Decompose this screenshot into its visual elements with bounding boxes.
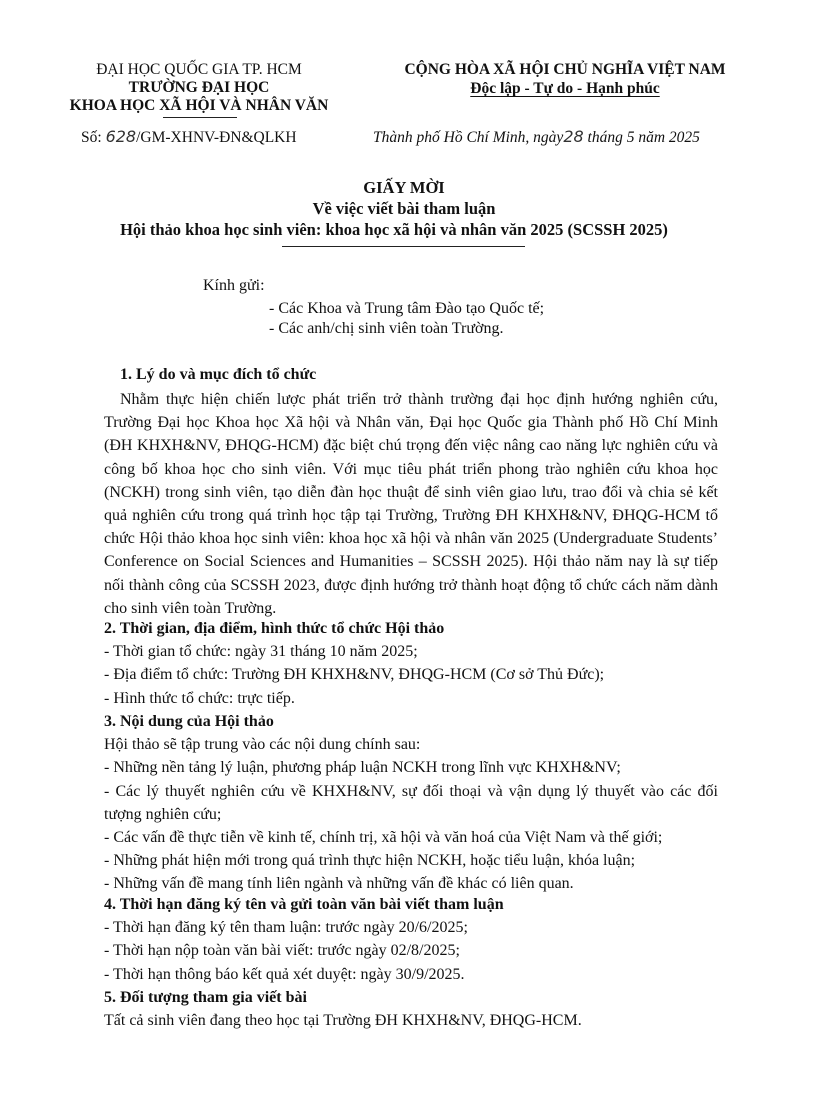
section-4 xyxy=(104,893,718,986)
section-5-heading: 5. Đối tượng tham gia viết bài xyxy=(104,989,307,1006)
section-5-paragraph: Tất cả sinh viên đang theo học tại Trường ĐH KHXH&NV, ĐHQG-HCM. xyxy=(104,1012,582,1030)
section-4-item: - Thời hạn thông báo kết quả xét duyệt: ngày 30/9/2025. xyxy=(104,965,465,983)
section-2-item: - Địa điểm tổ chức: Trường ĐH KHXH&NV, ĐHQG-HCM (Cơ sở Thủ Đức); xyxy=(104,666,605,684)
recipient-item: - Các anh/chị sinh viên toàn Trường. xyxy=(269,320,504,337)
section-3 xyxy=(104,710,718,896)
section-5 xyxy=(104,986,718,1032)
document-number-value: 628 xyxy=(105,127,137,146)
section-3-item: - Các lý thuyết nghiên cứu về KHXH&NV, sự đối thoại và vận dụng lý thuyết vào các đối tượng nghiên cứu; xyxy=(104,782,718,823)
university-name: ĐẠI HỌC QUỐC GIA TP. HCM xyxy=(96,61,302,78)
section-2-item: - Thời gian tổ chức: ngày 31 tháng 10 năm 2025; xyxy=(104,643,418,661)
section-3-item: - Những phát hiện mới trong quá trình thực hiện NCKH, hoặc tiểu luận, khóa luận; xyxy=(104,852,636,870)
recipient-item: - Các Khoa và Trung tâm Đào tạo Quốc tế; xyxy=(269,300,545,317)
conference-title: Hội thảo khoa học sinh viên: khoa học xã hội và nhân văn 2025 (SCSSH 2025) xyxy=(120,220,668,239)
title-underline xyxy=(282,246,525,247)
document-title: GIẤY MỜI xyxy=(363,178,445,197)
section-3-heading: 3. Nội dung của Hội thảo xyxy=(104,713,274,730)
section-3-item: - Những vấn đề mang tính liên ngành và những vấn đề khác có liên quan. xyxy=(104,875,574,893)
section-3-item: - Các vấn đề thực tiễn về kinh tế, chính trị, xã hội và văn hoá của Việt Nam và thế giới; xyxy=(104,829,663,847)
date-suffix: tháng 5 năm 2025 xyxy=(583,129,700,146)
section-2-heading: 2. Thời gian, địa điểm, hình thức tổ chức Hội thảo xyxy=(104,620,445,637)
section-2 xyxy=(104,617,718,710)
section-2-item: - Hình thức tổ chức: trực tiếp. xyxy=(104,689,295,707)
document-date xyxy=(373,127,700,147)
section-4-item: - Thời hạn nộp toàn văn bài viết: trước ngày 02/8/2025; xyxy=(104,942,460,960)
section-3-item: - Những nền tảng lý luận, phương pháp luận NCKH trong lĩnh vực KHXH&NV; xyxy=(104,759,621,777)
section-4-item: - Thời hạn đăng ký tên tham luận: trước ngày 20/6/2025; xyxy=(104,919,468,937)
national-motto: Độc lập - Tự do - Hạnh phúc xyxy=(470,80,660,97)
national-title: CỘNG HÒA XÃ HỘI CHỦ NGHĨA VIỆT NAM xyxy=(404,61,726,78)
document-number-suffix: /GM-XHNV-ĐN&QLKH xyxy=(136,129,297,146)
school-name-line2: KHOA HỌC XÃ HỘI VÀ NHÂN VĂN xyxy=(69,97,329,114)
section-4-heading: 4. Thời hạn đăng ký tên và gửi toàn văn bài viết tham luận xyxy=(104,896,504,913)
date-day: 28 xyxy=(563,127,584,146)
section-1-heading: 1. Lý do và mục đích tổ chức xyxy=(120,366,317,383)
left-header-underline xyxy=(163,117,237,118)
section-1-paragraph: Nhằm thực hiện chiến lược phát triển trở thành trường đại học định hướng nghiên cứu, Trường Đại học Khoa học Xã hội và Nhân văn, Đại học Quốc gia Thành phố Hồ Chí Minh (ĐH KHXH&NV, ĐHQG-HCM) đặc biệt chú trọng đến việc nâng cao năng lực nghiên cứu và công bố khoa học cho sinh viên. Với mục tiêu phát triển phong trào nghiên cứu khoa học (NCKH) trong sinh viên, tạo diễn đàn học thuật để sinh viên giao lưu, trao đổi và chia sẻ kết quả nghiên cứu trong quá trình học tập tại Trường, Trường ĐH KHXH&NV, ĐHQG-HCM tổ chức Hội thảo khoa học sinh viên: khoa học xã hội và nhân văn 2025 (Undergraduate Students’ Conference on Social Sciences and Humanities – SCSSH 2025). Hội thảo năm nay là sự tiếp nối thành công của SCSSH 2023, được định hướng trở thành hoạt động tổ chức cách năm dành cho sinh viên toàn Trường. xyxy=(104,391,718,617)
section-3-intro: Hội thảo sẽ tập trung vào các nội dung chính sau: xyxy=(104,736,421,754)
recipients-label: Kính gửi: xyxy=(203,277,265,294)
document-subtitle: Về việc viết bài tham luận xyxy=(312,199,496,218)
document-number-prefix: Số: xyxy=(81,129,106,146)
school-name-line1: TRƯỜNG ĐẠI HỌC xyxy=(128,79,270,96)
date-prefix: Thành phố Hồ Chí Minh, ngày xyxy=(373,129,564,146)
document-number xyxy=(81,127,297,147)
